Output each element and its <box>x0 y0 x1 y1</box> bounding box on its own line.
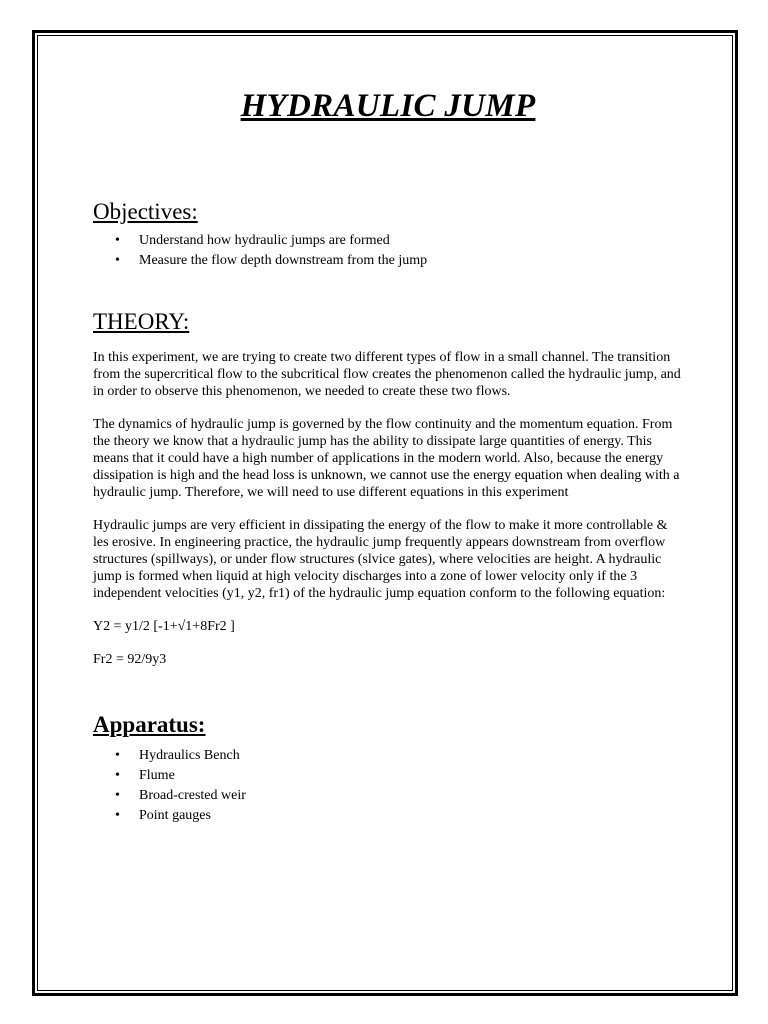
list-item: • Measure the flow depth downstream from the jump <box>93 251 683 271</box>
list-item: • Understand how hydraulic jumps are formed <box>93 231 683 251</box>
document-title: HYDRAULIC JUMP <box>240 88 536 124</box>
apparatus-heading: Apparatus: <box>93 712 206 737</box>
theory-heading: THEORY: <box>93 309 190 334</box>
theory-paragraph: In this experiment, we are trying to create two different types of flow in a small channel. The transition from the supercritical flow to the subcritical flow creates the phenomenon called the hydraulic jump, and in order to observe this phenomenon, we needed to create these two flows. <box>93 350 681 399</box>
list-item: • Point gauges <box>93 806 683 826</box>
list-item: • Hydraulics Bench <box>93 746 683 766</box>
objectives-heading: Objectives: <box>93 199 198 224</box>
formula-fr2: Fr2 = 92/9y3 <box>93 652 167 667</box>
apparatus-list <box>93 746 683 826</box>
list-item: • Broad-crested weir <box>93 786 683 806</box>
objectives-list <box>93 231 683 271</box>
list-item: • Flume <box>93 766 683 786</box>
theory-paragraph: The dynamics of hydraulic jump is governed by the flow continuity and the momentum equation. From the theory we know that a hydraulic jump has the ability to dissipate large quantities of energy. This means that it could have a high number of applications in the modern world. Also, because the energy dissipation is high and the head loss is unknown, we cannot use the energy equation when dealing with a hydraulic jump. Therefore, we will need to use different equations in this experiment <box>93 417 680 500</box>
document-content <box>93 80 683 826</box>
theory-paragraph: Hydraulic jumps are very efficient in dissipating the energy of the flow to make it more controllable & les erosive. In engineering practice, the hydraulic jump frequently appears downstream from overflow structures (spillways), or under flow structures (slvice gates), where velocities are height. A hydraulic jump is formed when liquid at high velocity discharges into a zone of lower velocity only if the 3 independent velocities (y1, y2, fr1) of the hydraulic jump equation conform to the following equation: <box>93 518 668 601</box>
formula-y2: Y2 = y1/2 [-1+√1+8Fr2 ] <box>93 619 235 634</box>
